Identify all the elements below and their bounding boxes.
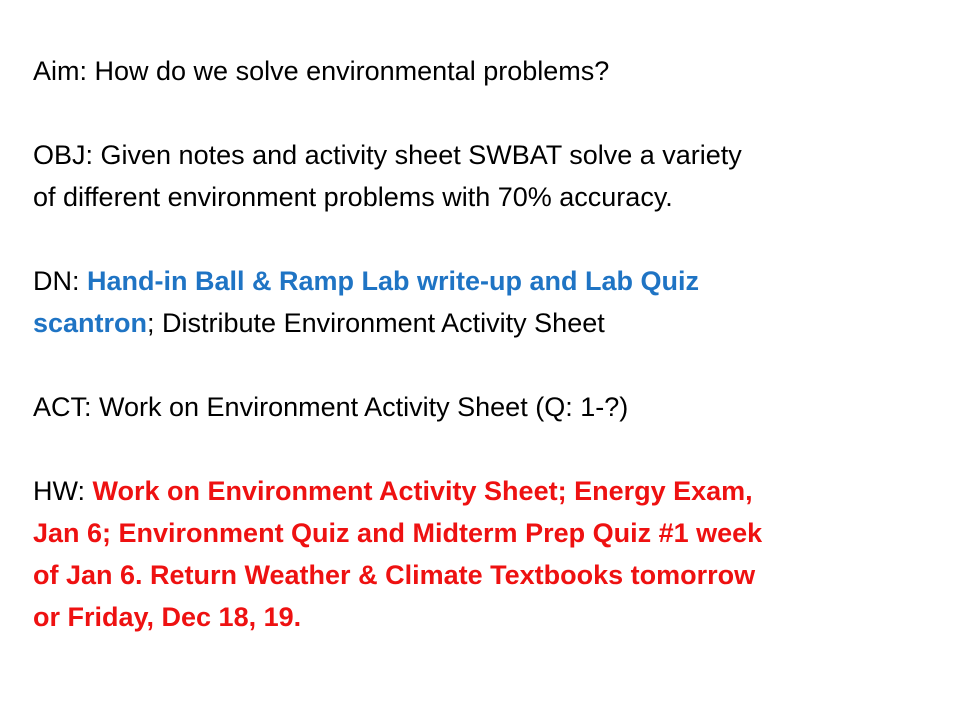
- do-now-highlight-2: scantron: [33, 308, 148, 338]
- homework-line-2: Jan 6; Environment Quiz and Midterm Prep Quiz #1 week: [33, 518, 763, 548]
- do-now-rest: ; Distribute Environment Activity Sheet: [147, 308, 605, 338]
- objective-text-1: Given notes and activity sheet SWBAT solve a variety: [93, 140, 742, 170]
- homework-line-1: [33, 470, 930, 512]
- homework-line-3: of Jan 6. Return Weather & Climate Textbooks tomorrow: [33, 560, 756, 590]
- homework-line-4: or Friday, Dec 18, 19.: [33, 602, 302, 632]
- spacer: [33, 218, 930, 260]
- do-now-label: DN:: [33, 266, 87, 296]
- objective-paragraph: [33, 134, 930, 218]
- homework-label: HW:: [33, 476, 93, 506]
- activity-text: ACT: Work on Environment Activity Sheet (Q: 1-?): [33, 392, 629, 422]
- objective-label: OBJ:: [33, 140, 94, 170]
- homework-text-1: Work on Environment Activity Sheet; Energy Exam,: [92, 476, 753, 506]
- objective-line-2: of different environment problems with 70% accuracy.: [33, 182, 673, 212]
- spacer: [33, 344, 930, 386]
- objective-line-1: [33, 134, 930, 176]
- spacer: [33, 92, 930, 134]
- activity-line: [33, 386, 930, 428]
- do-now-line-1: [33, 260, 930, 302]
- do-now-line-2: [33, 302, 930, 344]
- homework-paragraph: [33, 470, 930, 638]
- spacer: [33, 428, 930, 470]
- aim-line: [33, 50, 930, 92]
- aim-text: Aim: How do we solve environmental problems?: [33, 56, 610, 86]
- do-now-paragraph: [33, 260, 930, 344]
- do-now-highlight-1: Hand-in Ball & Ramp Lab write-up and Lab Quiz: [87, 266, 700, 296]
